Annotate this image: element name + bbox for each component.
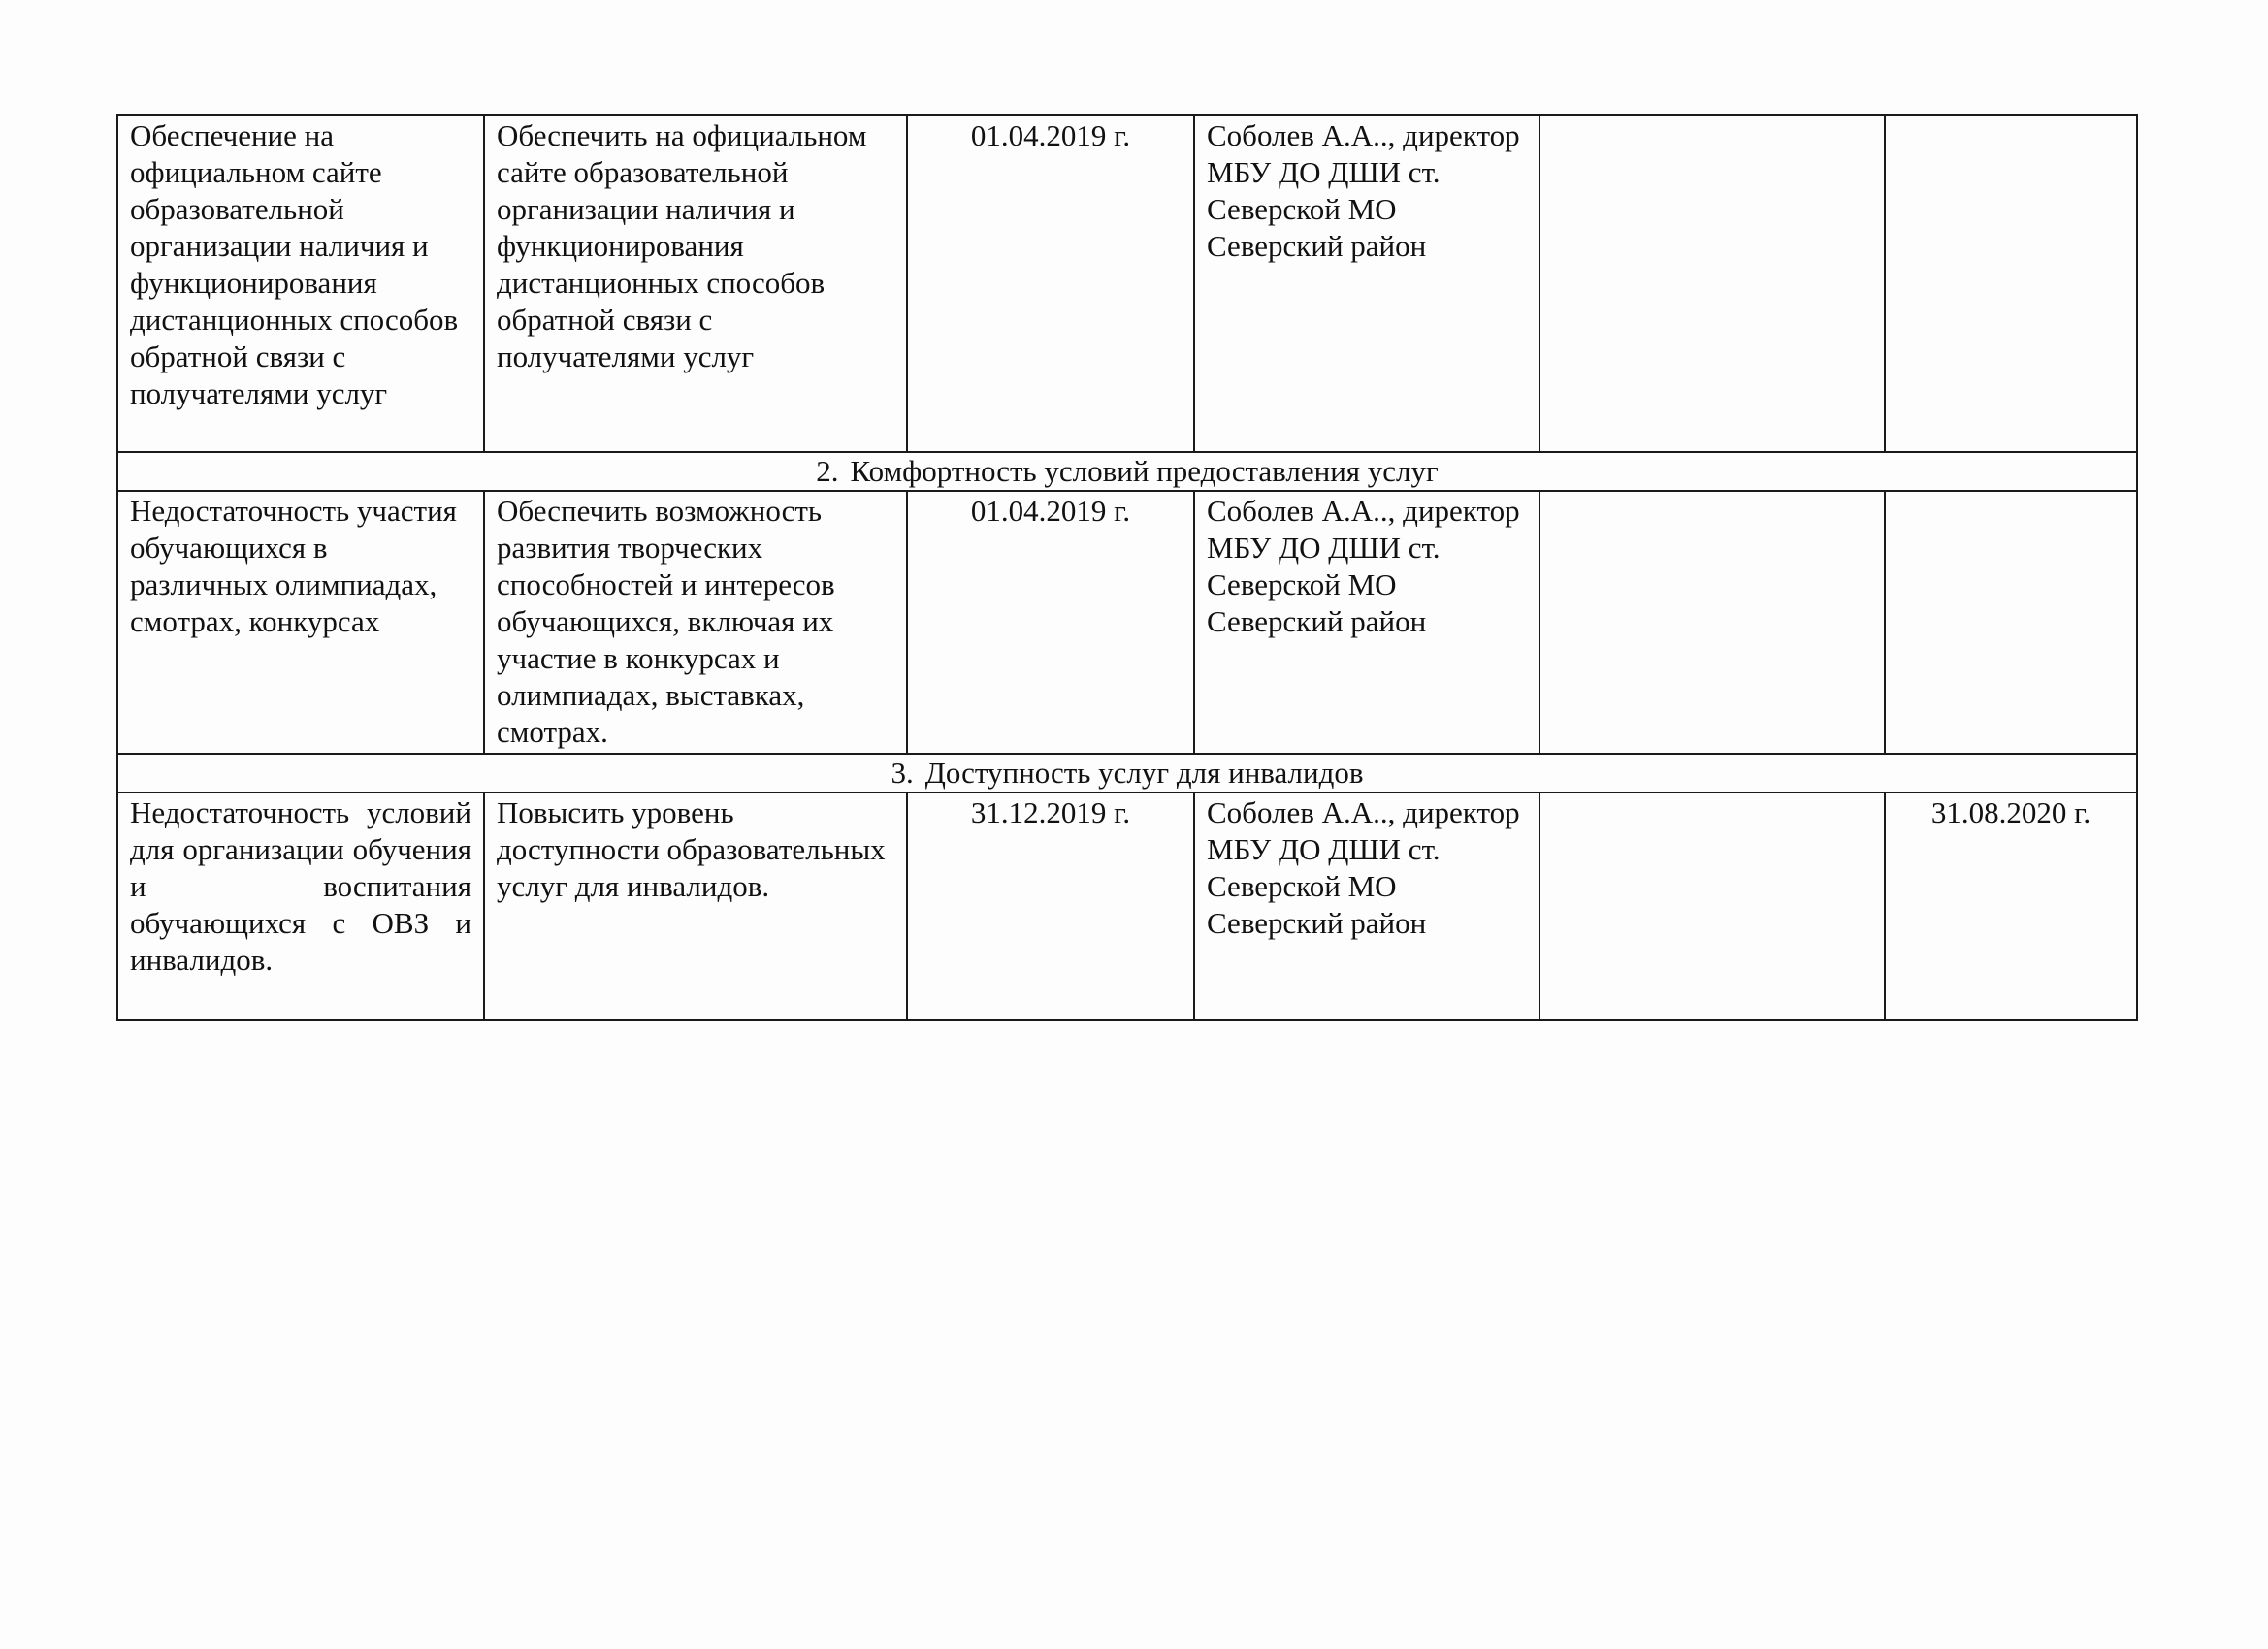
responsible-cell: Соболев А.А.., директор МБУ ДО ДШИ ст. Северской МО Северский район — [1194, 115, 1539, 452]
measure-cell: Повысить уровень доступности образовательных услуг для инвалидов. — [484, 792, 907, 1020]
section-header-row — [117, 452, 2137, 491]
deficiency-cell: Недостаточность условий для организации обучения и воспитания обучающихся с ОВЗ и инвалидов. — [117, 792, 484, 1020]
actual-date-cell — [1885, 491, 2137, 754]
deficiency-cell: Обеспечение на официальном сайте образовательной организации наличия и функционирования дистанционных способов обратной связи с получателями услуг — [117, 115, 484, 452]
section-header — [117, 754, 2137, 792]
table-row — [117, 491, 2137, 754]
table-row — [117, 115, 2137, 452]
table-row — [117, 792, 2137, 1020]
responsible-cell: Соболев А.А.., директор МБУ ДО ДШИ ст. Северской МО Северский район — [1194, 491, 1539, 754]
improvement-plan-table — [116, 114, 2138, 1021]
section-number: 3. — [891, 756, 914, 790]
actual-date-cell: 31.08.2020 г. — [1885, 792, 2137, 1020]
deadline-cell: 01.04.2019 г. — [907, 491, 1194, 754]
measure-cell: Обеспечить возможность развития творческих способностей и интересов обучающихся, включая их участие в конкурсах и олимпиадах, выставках, смотрах. — [484, 491, 907, 754]
section-header-row — [117, 754, 2137, 792]
responsible-cell: Соболев А.А.., директор МБУ ДО ДШИ ст. Северской МО Северский район — [1194, 792, 1539, 1020]
deadline-cell: 01.04.2019 г. — [907, 115, 1194, 452]
deficiency-cell: Недостаточность участия обучающихся в различных олимпиадах, смотрах, конкурсах — [117, 491, 484, 754]
section-number: 2. — [816, 454, 839, 488]
section-title: Доступность услуг для инвалидов — [924, 756, 1364, 790]
actual-date-cell — [1885, 115, 2137, 452]
section-title: Комфортность условий предоставления услуг — [850, 454, 1439, 488]
measure-cell: Обеспечить на официальном сайте образовательной организации наличия и функционирования дистанционных способов обратной связи с получателями услуг — [484, 115, 907, 452]
measures-taken-cell — [1539, 115, 1885, 452]
section-header — [117, 452, 2137, 491]
measures-taken-cell — [1539, 792, 1885, 1020]
measures-taken-cell — [1539, 491, 1885, 754]
deadline-cell: 31.12.2019 г. — [907, 792, 1194, 1020]
